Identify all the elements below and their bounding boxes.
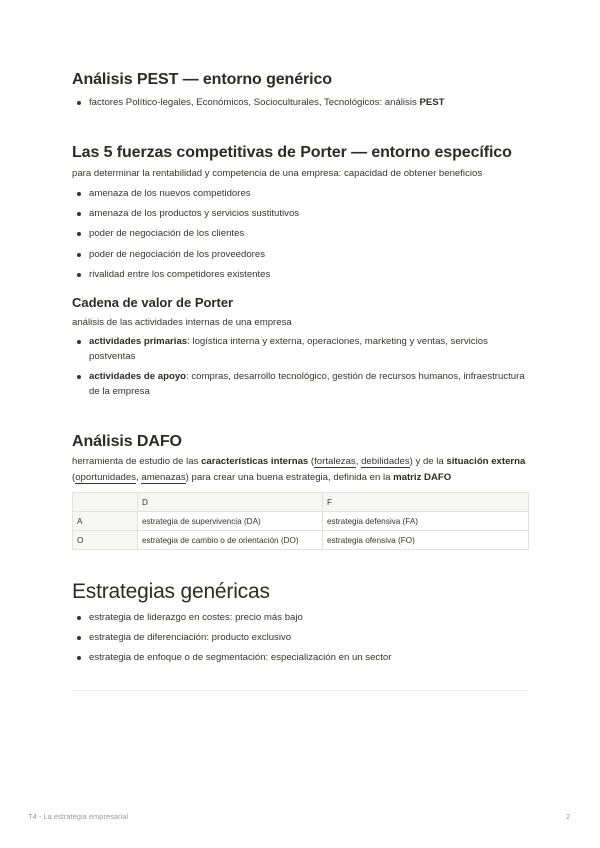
- list-item: estrategia de liderazgo en costes: precio más bajo: [72, 610, 528, 625]
- page-number: 2: [566, 812, 571, 821]
- pest-item-bold: PEST: [419, 97, 445, 108]
- dafo-matrix-table: [72, 492, 529, 550]
- table-cell: estrategia ofensiva (FO): [323, 531, 529, 550]
- table-row-header: O: [73, 531, 138, 550]
- table-header-row: [73, 493, 529, 512]
- section-divider: [72, 690, 528, 691]
- genericas-heading: Estrategias genéricas: [72, 580, 270, 603]
- list-item: estrategia de diferenciación: producto exclusivo: [72, 630, 528, 645]
- cadena-intro: análisis de las actividades internas de una empresa: [72, 317, 292, 328]
- pest-list: [72, 95, 528, 110]
- list-item: amenaza de los productos y servicios sustitutivos: [72, 206, 528, 221]
- primarias-text: : logística interna y externa, operaciones, marketing y ventas, servicios postventas: [89, 336, 488, 362]
- list-item: poder de negociación de los clientes: [72, 226, 528, 241]
- primarias-label: actividades primarias: [89, 336, 188, 347]
- list-item: amenaza de los nuevos competidores: [72, 186, 528, 201]
- dafo-heading: Análisis DAFO: [72, 433, 182, 450]
- table-cell: estrategia defensiva (FA): [323, 512, 529, 531]
- table-header-cell: D: [138, 493, 323, 512]
- table-row: [73, 531, 529, 550]
- dafo-description: herramienta de estudio de las características internas (fortalezas, debilidades) y de la situación externa (oportunidades, amenazas) para crear una buena estrategia, definida en la matriz DAFO: [72, 456, 526, 483]
- oportunidades-link: oportunidades: [75, 472, 137, 483]
- apoyo-label: actividades de apoyo: [89, 371, 187, 382]
- pest-heading: Análisis PEST — entorno genérico: [72, 71, 332, 88]
- table-header-cell: F: [323, 493, 529, 512]
- pest-item-text: factores Político-legales, Económicos, Socioculturales, Tecnológicos: análisis: [89, 97, 420, 108]
- genericas-list: [72, 610, 528, 665]
- list-item: rivalidad entre los competidores existentes: [72, 267, 528, 282]
- list-item: [72, 369, 528, 399]
- porter-intro: para determinar la rentabilidad y competencia de una empresa: capacidad de obtener beneficios: [72, 168, 483, 179]
- list-item: [72, 334, 528, 364]
- amenazas-link: amenazas: [141, 472, 186, 483]
- fortalezas-link: fortalezas: [314, 456, 356, 467]
- list-item: poder de negociación de los proveedores: [72, 247, 528, 262]
- cadena-heading: Cadena de valor de Porter: [72, 295, 234, 310]
- list-item: estrategia de enfoque o de segmentación: especialización en un sector: [72, 650, 528, 665]
- table-row-header: A: [73, 512, 138, 531]
- table-header-cell: [73, 493, 138, 512]
- porter-heading: Las 5 fuerzas competitivas de Porter — entorno específico: [72, 144, 512, 161]
- list-item: [72, 95, 528, 110]
- apoyo-text: : compras, desarrollo tecnológico, gestión de recursos humanos, infraestructura de la empresa: [89, 371, 525, 397]
- porter-list: [72, 186, 528, 282]
- cadena-list: [72, 334, 528, 399]
- table-cell: estrategia de cambio o de orientación (DO): [138, 531, 323, 550]
- table-row: [73, 512, 529, 531]
- debilidades-link: debilidades: [361, 456, 410, 467]
- footer-title: T4 - La estrategia empresarial: [28, 812, 129, 821]
- table-cell: estrategia de supervivencia (DA): [138, 512, 323, 531]
